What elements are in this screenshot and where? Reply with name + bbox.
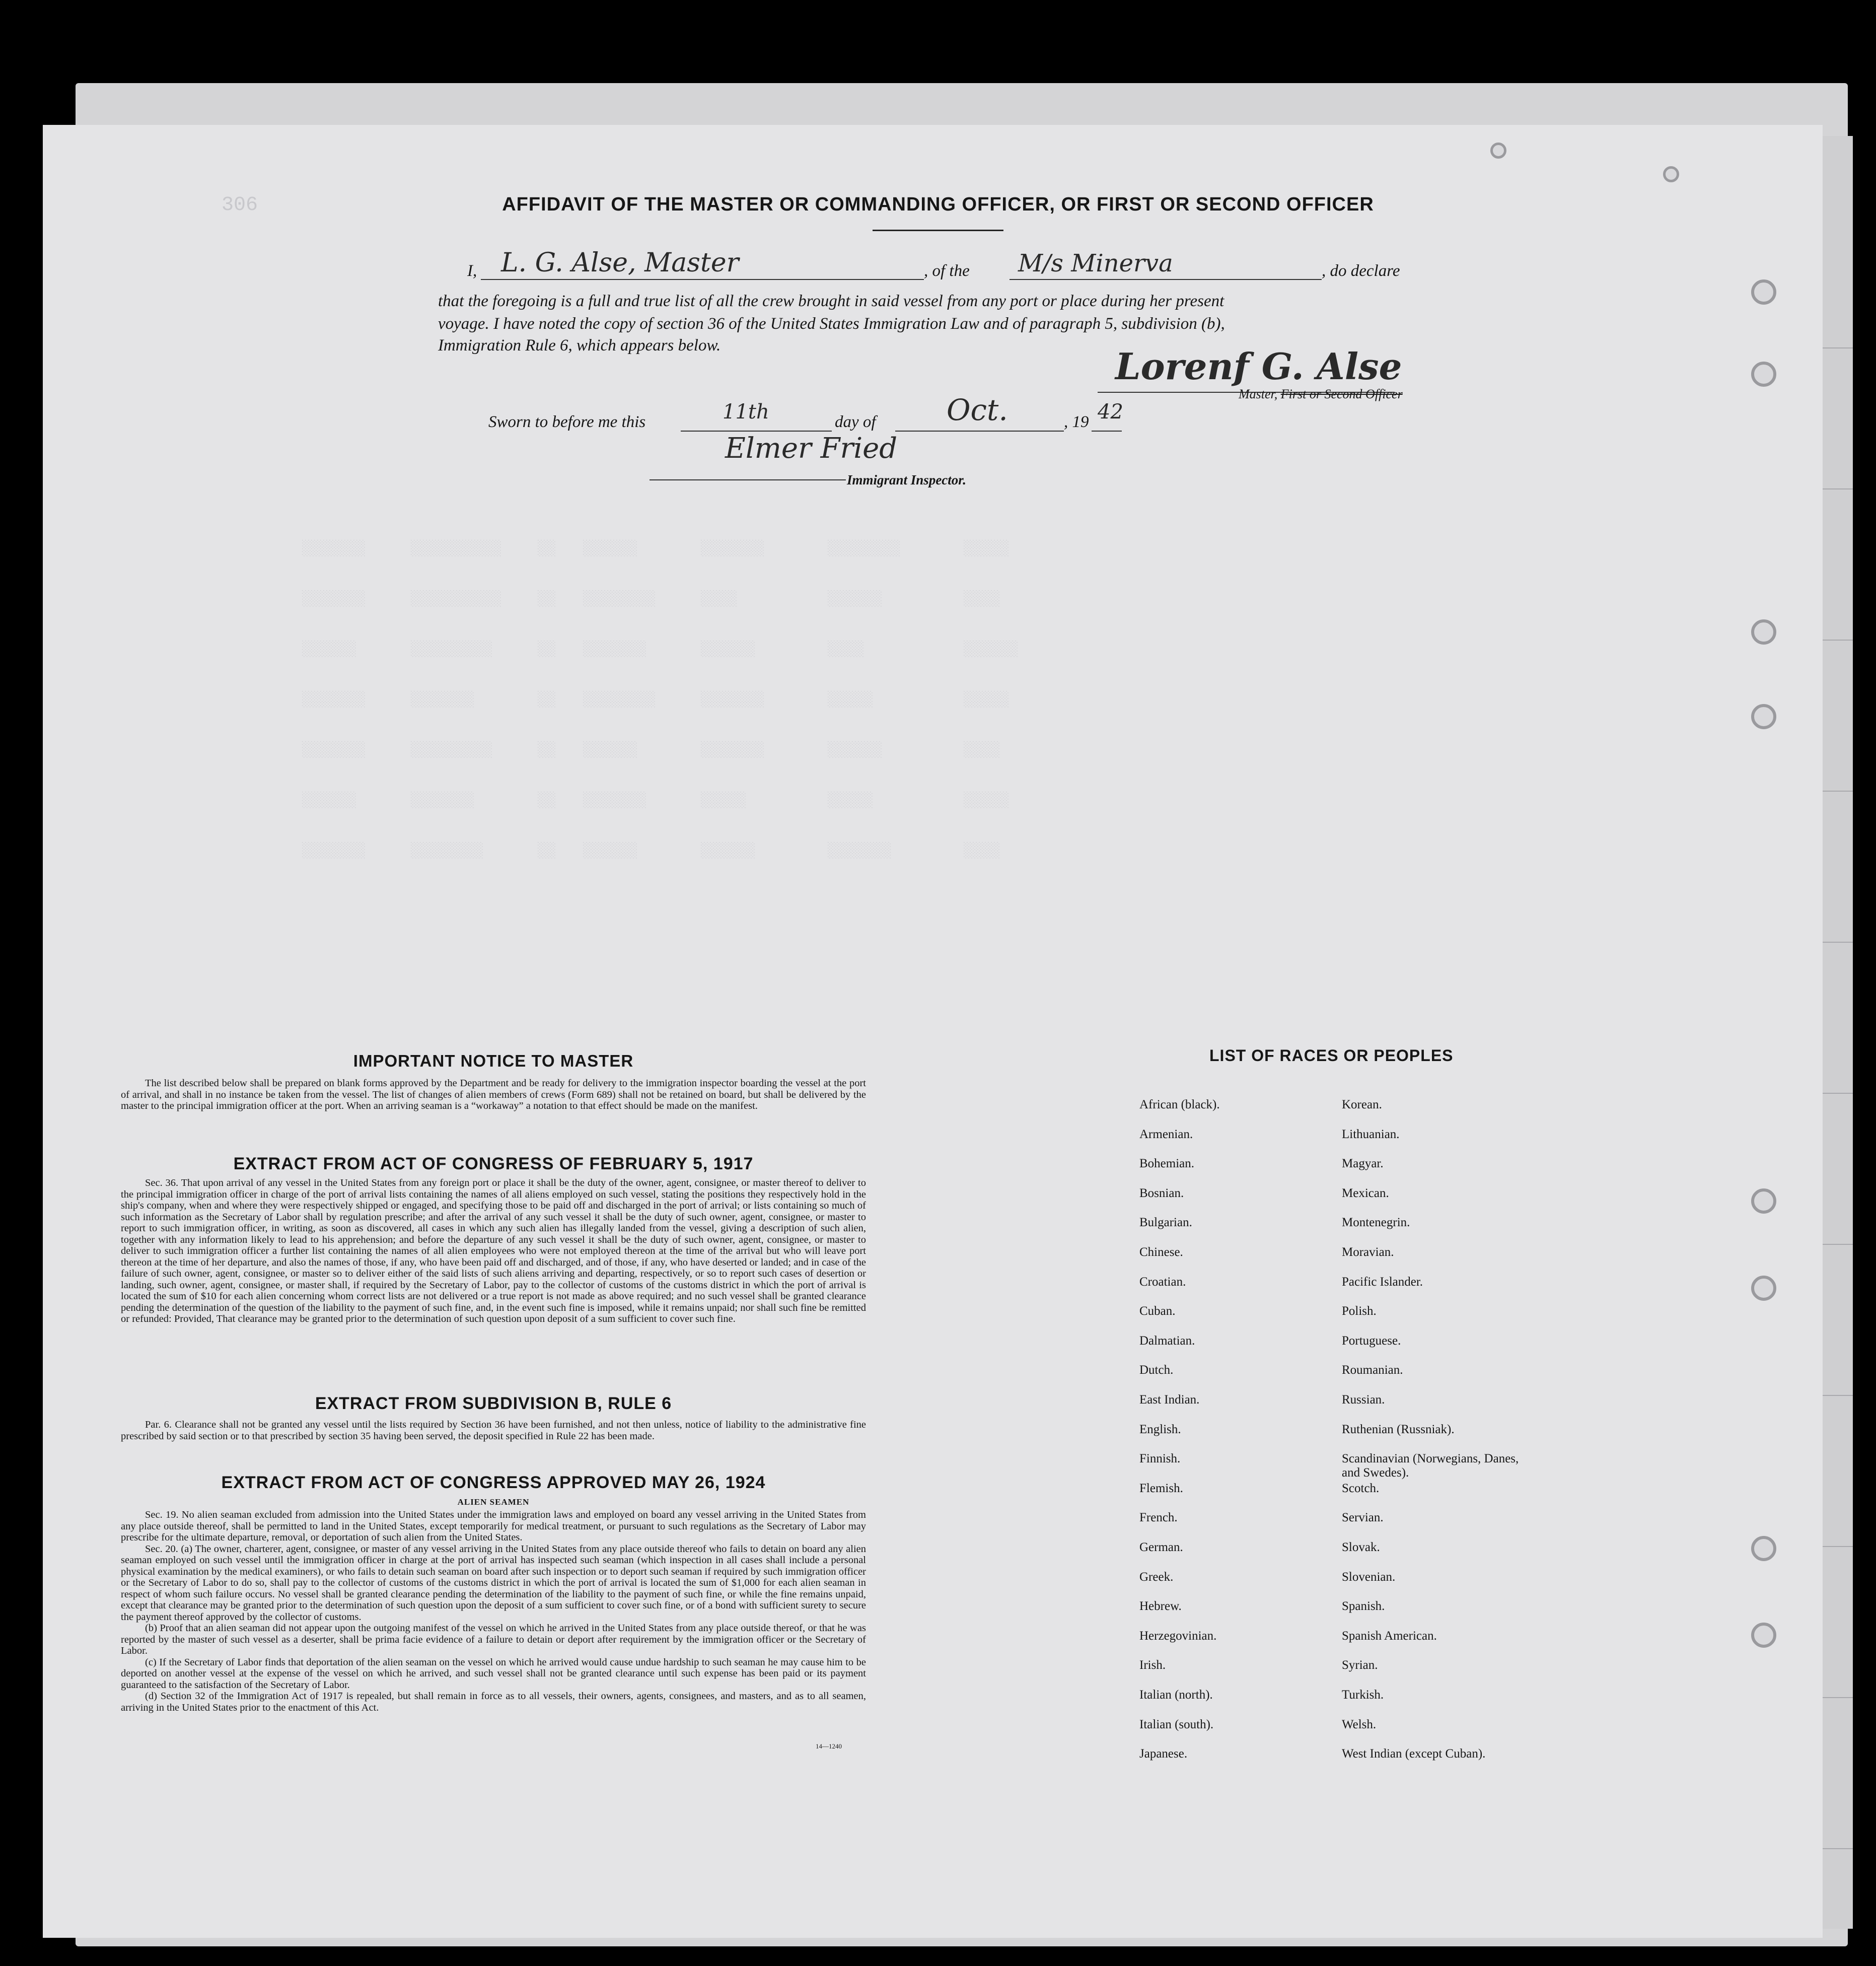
year-handwritten: 42: [1098, 400, 1123, 424]
bleed-through-rows: ░░░░░░░ ░░░░░░░░░░ ░░ ░░░░░░ ░░░░░░░ ░░░░░░░░ ░░░░░ ░░░░░░░ ░░░░░░░░░░ ░░ ░░░░░░░░ ░░░░ ░░░░░░ ░░░░ ░░░░░░ ░░░░░░░░░ ░░ ░░░░░░░ ░░░░░░ ░░░░ ░░░░░░ ░░░░░░░ ░░░░░░░ ░░ ░░░░░░░░ ░░░░░░░ ░░░░░ ░░░░░ ░░░░░░░ ░░░░░░░░░ ░░ ░░░░░░ ░░░░░░░ ░░░░░░ ░░░░ ░░░░░░ ░░░░░░░ ░░ ░░░░░░░ ░░░░░ ░░░░░ ░░░░░ ░░░░░░░ ░░░░░░░░ ░░ ░░░░░░ ░░░░░░ ░░░░░░░ ░░░░: [302, 540, 1019, 860]
race-item: Lithuanian.: [1342, 1127, 1400, 1141]
extract-1924-paragraph: (c) If the Secretary of Labor finds that deportation of the alien seaman on the vessel on which he arrived would cause undue hardship to such seaman he may cause him to be deported on another vessel at the expense of the vessel on which he arrived, and such vessel shall not be granted clearance until such expense has been paid or its payment guaranteed to the satisfaction of the Secretary of Labor.: [121, 1656, 866, 1691]
punch-hole: [1751, 279, 1776, 305]
master-label: [1239, 387, 1403, 402]
punch-hole: [1751, 1536, 1776, 1561]
extract-1917-body: [121, 1177, 866, 1325]
year-underline: [1092, 431, 1122, 432]
extract-1924-paragraph: Sec. 20. (a) The owner, charterer, agent, consignee, or master of any vessel arriving in the United States from any place outside thereof who fails to detain on board any alien seaman employed on such vessel until the immigration officer in charge at the port of arrival has inspected such seaman (which inspection in all cases shall include a personal physical examination by the medical examiners), or who fails to detain such seaman on board after such inspection or to deport such seaman if required by such immigration officer or the Secretary of Labor to do so, shall pay to the collector of customs of the customs district in which the port of arrival is located the sum of $1,000 for each alien seaman in respect of whom such failure occurs. No vessel shall be granted clearance pending the determination of the liability to the payment of such fine, or while the fine remains unpaid, except that clearance may be granted prior to the determination of such question upon the deposit of a sum sufficient to cover such fine, or of a bond with sufficient surety to secure the payment thereof approved by the collector of customs.: [121, 1543, 866, 1623]
punch-hole: [1751, 619, 1776, 645]
race-item: Dutch.: [1139, 1363, 1174, 1377]
race-item: Spanish American.: [1342, 1629, 1437, 1643]
affidavit-title: AFFIDAVIT OF THE MASTER OR COMMANDING OFFICER, OR FIRST OR SECOND OFFICER: [502, 194, 1374, 215]
race-item: Scandinavian (Norwegians, Danes, and Swedes).: [1342, 1452, 1519, 1480]
race-item: Herzegovinian.: [1139, 1629, 1217, 1643]
vessel-underline: [1009, 279, 1322, 280]
notice-title: IMPORTANT NOTICE TO MASTER: [353, 1051, 634, 1070]
race-item: Polish.: [1342, 1304, 1377, 1318]
race-item: Portuguese.: [1342, 1333, 1401, 1348]
race-item: Croatian.: [1139, 1275, 1186, 1289]
alien-seamen-heading: ALIEN SEAMEN: [457, 1497, 530, 1507]
race-item: Slovenian.: [1342, 1570, 1396, 1584]
race-item: Japanese.: [1139, 1747, 1188, 1761]
extract-1917-title: EXTRACT FROM ACT OF CONGRESS OF FEBRUARY 5, 1917: [233, 1154, 754, 1173]
struck-officer-label: First or Second Officer: [1280, 387, 1403, 401]
affidavit-line-2: that the foregoing is a full and true list of all the crew brought in said vessel from any port or place during her present: [438, 292, 1224, 310]
race-item: Finnish.: [1139, 1452, 1181, 1466]
race-item: East Indian.: [1139, 1393, 1200, 1407]
race-item: Scotch.: [1342, 1481, 1380, 1495]
sworn-month-handwritten: Oct.: [947, 393, 1008, 427]
page-number-ghost: 306: [222, 194, 258, 217]
master-label-text: Master,: [1239, 387, 1278, 401]
punch-hole: [1751, 1276, 1776, 1301]
notice-body: [121, 1078, 866, 1112]
punch-hole: [1751, 362, 1776, 387]
race-item: Bulgarian.: [1139, 1216, 1192, 1230]
race-item: Bohemian.: [1139, 1157, 1195, 1171]
punch-hole: [1751, 1623, 1776, 1648]
race-item: Irish.: [1139, 1658, 1166, 1672]
master-name-handwritten: L. G. Alse, Master: [501, 248, 739, 278]
inspector-label: Immigrant Inspector.: [847, 472, 967, 487]
race-item: Montenegrin.: [1342, 1216, 1410, 1230]
day-underline: [681, 431, 832, 432]
race-item: Roumanian.: [1342, 1363, 1403, 1377]
master-signature-handwritten: Lorenf G. Alse: [1115, 345, 1402, 388]
race-item: Spanish.: [1342, 1599, 1385, 1613]
sworn-day-handwritten: 11th: [723, 400, 769, 424]
subdivision-b-body: [121, 1419, 866, 1442]
race-item: Moravian.: [1342, 1245, 1394, 1259]
race-item: Hebrew.: [1139, 1599, 1182, 1613]
race-item: West Indian (except Cuban).: [1342, 1747, 1486, 1761]
race-item: Pacific Islander.: [1342, 1275, 1423, 1289]
punch-hole: [1751, 704, 1776, 729]
race-item: Mexican.: [1342, 1186, 1389, 1200]
race-item: Greek.: [1139, 1570, 1174, 1584]
form-code: 14—1240: [816, 1742, 842, 1750]
race-item: Korean.: [1342, 1098, 1382, 1111]
race-item: English.: [1139, 1422, 1181, 1436]
name-underline: [481, 279, 924, 280]
race-item: Dalmatian.: [1139, 1333, 1195, 1348]
race-item: Cuban.: [1139, 1304, 1176, 1318]
race-item: African (black).: [1139, 1098, 1220, 1111]
inspector-underline: [650, 479, 846, 480]
month-underline: [895, 431, 1064, 432]
race-item: Slovak.: [1342, 1540, 1380, 1554]
race-item: Syrian.: [1342, 1658, 1378, 1672]
extract-1924-paragraph: (d) Section 32 of the Immigration Act of 1917 is repealed, but shall remain in force as to all vessels, their owners, agents, consignees, and masters, and as to all seamen, arriving in the United States prior to the enactment of this Act.: [121, 1691, 866, 1713]
race-item: Servian.: [1342, 1511, 1384, 1525]
affidavit-line-4: Immigration Rule 6, which appears below.: [438, 336, 721, 355]
race-item: Russian.: [1342, 1393, 1385, 1407]
race-item: Welsh.: [1342, 1717, 1377, 1731]
punch-hole: [1490, 143, 1506, 159]
race-item: Magyar.: [1342, 1157, 1384, 1171]
extract-1924-paragraph: (b) Proof that an alien seaman did not appear upon the outgoing manifest of the vessel on which he arrived in the United States from any place outside thereof, or that he was reported by the master of such vessel as a deserter, shall be prima facie evidence of a failure to detain or deport after requirement by the immigration officer or the Secretary of Labor.: [121, 1623, 866, 1656]
race-item: Bosnian.: [1139, 1186, 1184, 1200]
extract-1924-paragraph: Sec. 19. No alien seaman excluded from admission into the United States under the immigration laws and employed on board any vessel arriving in the United States from any place outside thereof, shall be permitted to land in the United States, except temporarily for medical treatment, or pursuant to such regulations as the Secretary of Labor may prescribe for the ultimate departure, removal, or deportation of such alien from the United States.: [121, 1509, 866, 1543]
race-item: Turkish.: [1342, 1688, 1384, 1702]
race-item: Ruthenian (Russniak).: [1342, 1422, 1455, 1436]
day-of-label: day of: [835, 413, 876, 431]
race-item: German.: [1139, 1540, 1183, 1554]
race-item: Chinese.: [1139, 1245, 1183, 1259]
affidavit-line-3: voyage. I have noted the copy of section 36 of the United States Immigration Law and of paragraph 5, subdivision (b),: [438, 315, 1225, 333]
extract-1917-text: Sec. 36. That upon arrival of any vessel in the United States from any foreign port or place it shall be the duty of the owner, agent, consignee, or master thereof to deliver to the principal immigration officer in charge of the port of arrival lists containing the names of all aliens employed on such vessel, stating the positions they respectively hold in the ship's company, when and where they were respectively shipped or engaged, and specifying those to be paid off and discharged in the port of arrival; or lists containing so much of such information as the Secretary of Labor shall by regulation prescribe; and after the arrival of any such vessel it shall be the duty of such owner, agent, consignee, or master to report to such immigration officer, in writing, as soon as discovered, all cases in which any such alien has illegally landed from the vessel, giving a description of such alien, together with any information likely to lead to his apprehension; and before the departure of any such vessel it shall be the duty of such owner, agent, consignee, or master to deliver to such immigration officer a further list containing the names of all alien employees who were not employed thereon at the time of the arrival but who will leave port thereon at the time of her departure, and also the names of those, if any, who have been paid off and discharged, and of those, if any, who have deserted or landed; and in case of the failure of such owner, agent, consignee, or master so to deliver either of the said lists of such aliens arriving and departing, respectively, or so to report such cases of desertion or landing, such owner, agent, consignee, or master shall, if required by the Secretary of Labor, pay to the collector of customs of the customs district in which the port of arrival is located the sum of $10 for each alien concerning whom correct lists are not delivered or a true report is not made as above required; and no such vessel shall be granted clearance pending the determination of the question of the liability to the payment of such fine, and, in the event such fine is imposed, while it remains unpaid; nor shall such fine be remitted or refunded: Provided, That clearance may be granted prior to the determination of such question upon deposit of a sum sufficient to cover such fine.: [121, 1177, 866, 1324]
affidavit-i: I,: [467, 262, 477, 280]
inspector-signature-handwritten: Elmer Fried: [725, 432, 898, 465]
race-item: Italian (south).: [1139, 1717, 1214, 1731]
race-item: Italian (north).: [1139, 1688, 1213, 1702]
extract-1924-title: EXTRACT FROM ACT OF CONGRESS APPROVED MAY 26, 1924: [221, 1473, 766, 1492]
race-item: French.: [1139, 1511, 1178, 1525]
subdivision-b-title: EXTRACT FROM SUBDIVISION B, RULE 6: [315, 1394, 672, 1413]
race-item: Armenian.: [1139, 1127, 1193, 1141]
race-item: Flemish.: [1139, 1481, 1183, 1495]
sworn-prefix: Sworn to before me this: [488, 413, 646, 431]
vessel-name-handwritten: M/s Minerva: [1018, 249, 1173, 277]
punch-hole: [1751, 1188, 1776, 1214]
races-title: LIST OF RACES OR PEOPLES: [1209, 1046, 1454, 1065]
of-the-label: , of the: [924, 262, 970, 280]
do-declare-label: , do declare: [1322, 262, 1400, 280]
punch-hole: [1663, 166, 1679, 182]
title-rule: [873, 230, 1003, 231]
notice-text: The list described below shall be prepared on blank forms approved by the Department and be ready for delivery to the immigration inspector boarding the vessel at the port of arrival, and shall in no instance be taken from the vessel. The list of changes of alien members of crews (Form 689) shall not be retained on board, but shall be delivered by the master to the principal immigration officer at the port. When an arriving seaman is a “workaway” a notation to that effect should be made on the manifest.: [121, 1078, 866, 1111]
subdivision-b-text: Par. 6. Clearance shall not be granted any vessel until the lists required by Section 36 have been furnished, and not then unless, notice of liability to the administrative fine prescribed by said section or to that prescribed by section 35 having been served, the deposit specified in Rule 22 has been made.: [121, 1419, 866, 1442]
year-prefix: , 19: [1064, 413, 1089, 431]
extract-1924-body: [121, 1509, 866, 1713]
